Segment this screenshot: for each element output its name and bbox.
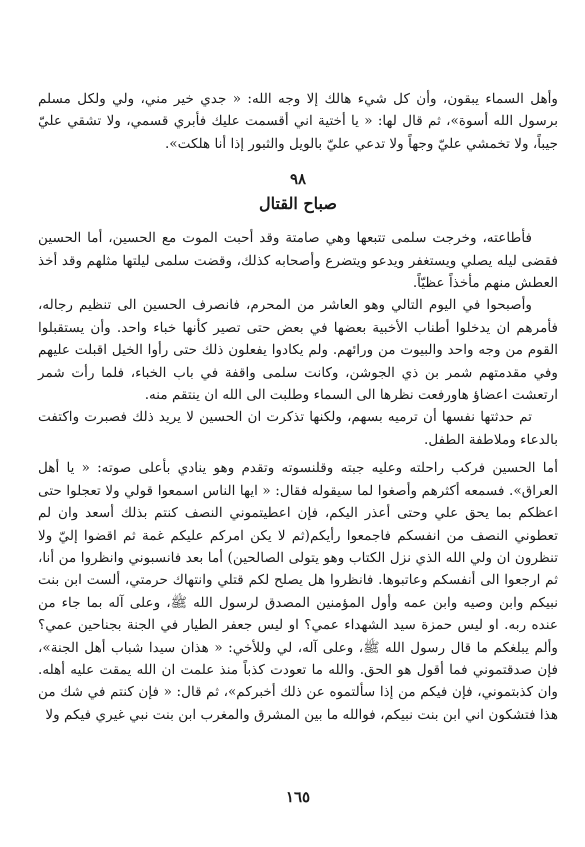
paragraph-opening: وأهل السماء يبقون، وأن كل شيء هالك إلا وجه الله: « جدي خير مني، ولي ولكل مسلم برسول الله أسوة»، ثم قال لها: « يا أختية اني أقسمت عليك فأبري قسمي، ولا تشقي عليّ جيباً، ولا تخمشي عليّ وجهاً ولا تدعي عليّ بالويل والثبور إذا أنا هلكت». [38, 91, 558, 152]
paragraph: أما الحسين فركب راحلته وعليه جبته وقلنسوته وتقدم وهو ينادي بأعلى صوته: « يا أهل العراق». فسمعه أكثرهم وأصغوا لما سيقوله فقال: « ايها الناس اسمعوا قولي ولا تعجلوا حتى اعظكم بما يحق علي وحتى أعذر اليكم، فإن اعطيتموني النصف كنتم بذلك أسعد وان لم تعطوني النصف من انفسكم فاجمعوا رأيكم(ثم لا يكن امركم عليكم غمة ثم اقضوا إليّ ولا تنظرون ان ولي الله الذي نزل الكتاب وهو يتولى الصالحين) أما بعد فانسبوني وانظروا من أنا، ثم ارجعوا الى أنفسكم وعاتبوها. فانظروا هل يصلح لكم قتلي وانتهاك حرمتي، ألست ابن بنت نبيكم وابن وصيه وابن عمه وأول المؤمنين المصدق لرسول الله ﷺ، وعلى آله بما جاء من عنده ربه. او ليس حمزة سيد الشهداء عمي؟ او ليس جعفر الطيار في الجنة بجناحين عمي؟ وألم يبلغكم ما قال رسول الله ﷺ، وعلى آله، لي وللأخي: « هذان سيدا شباب أهل الجنة»، فإن صدقتموني فما أقول هو الحق. والله ما تعودت كذباً منذ علمت ان الله يمقت عليه أهله. وان كذبتموني، فإن فيكم من إذا سألتموه عن ذلك أخبركم»، ثم قال: « فإن كنتم في شك من هذا فتشكون اني ابن بنت نبيكم، فوالله ما بين المشرق والمغرب ابن بنت نبي غيري فيكم ولا [38, 460, 558, 723]
paragraph: وأصبحوا في اليوم التالي وهو العاشر من المحرم، فانصرف الحسين الى تنظيم رجاله، فأمرهم ان يدخلوا أطناب الأخبية بعضها في بعض حتى تصير كأنها خباء واحد. وأن يستقبلوا القوم من وجه واحد والبيوت من ورائهم. ولم يكادوا يفعلون ذلك حتى رأوا الخيل اقبلت عليهم وفي مقدمتهم شمر بن ذي الجوشن، وكانت سلمى واقفة في باب الخباء، فلما رأت شمر ارتعشت اعضاؤ هاورفعت نظرها الى السماء وطلبت الى الله ان ينتقم منه. [38, 297, 558, 404]
paragraph: تم حدثتها نفسها أن ترميه بسهم، ولكنها تذكرت ان الحسين لا يريد ذلك فصبرت واكتفت بالدعاء وملاطفة الطفل. [38, 409, 558, 448]
book-page [38, 88, 558, 828]
page-number: ١٦٥ [285, 788, 311, 806]
section-number: ٩٨ [289, 170, 307, 189]
paragraph: فأطاعته، وخرجت سلمى تتبعها وهي صامتة وقد أحبت الموت مع الحسين، أما الحسين فقضى ليله يصلي ويستغفر ويدعو ويتضرع وأصحابه كذلك، وقضت سلمى ليلتها مثلهم وقد أخذ العطش منهم مأخذاً عظيّاً. [38, 230, 558, 292]
section-title: صباح القتال [259, 194, 337, 214]
